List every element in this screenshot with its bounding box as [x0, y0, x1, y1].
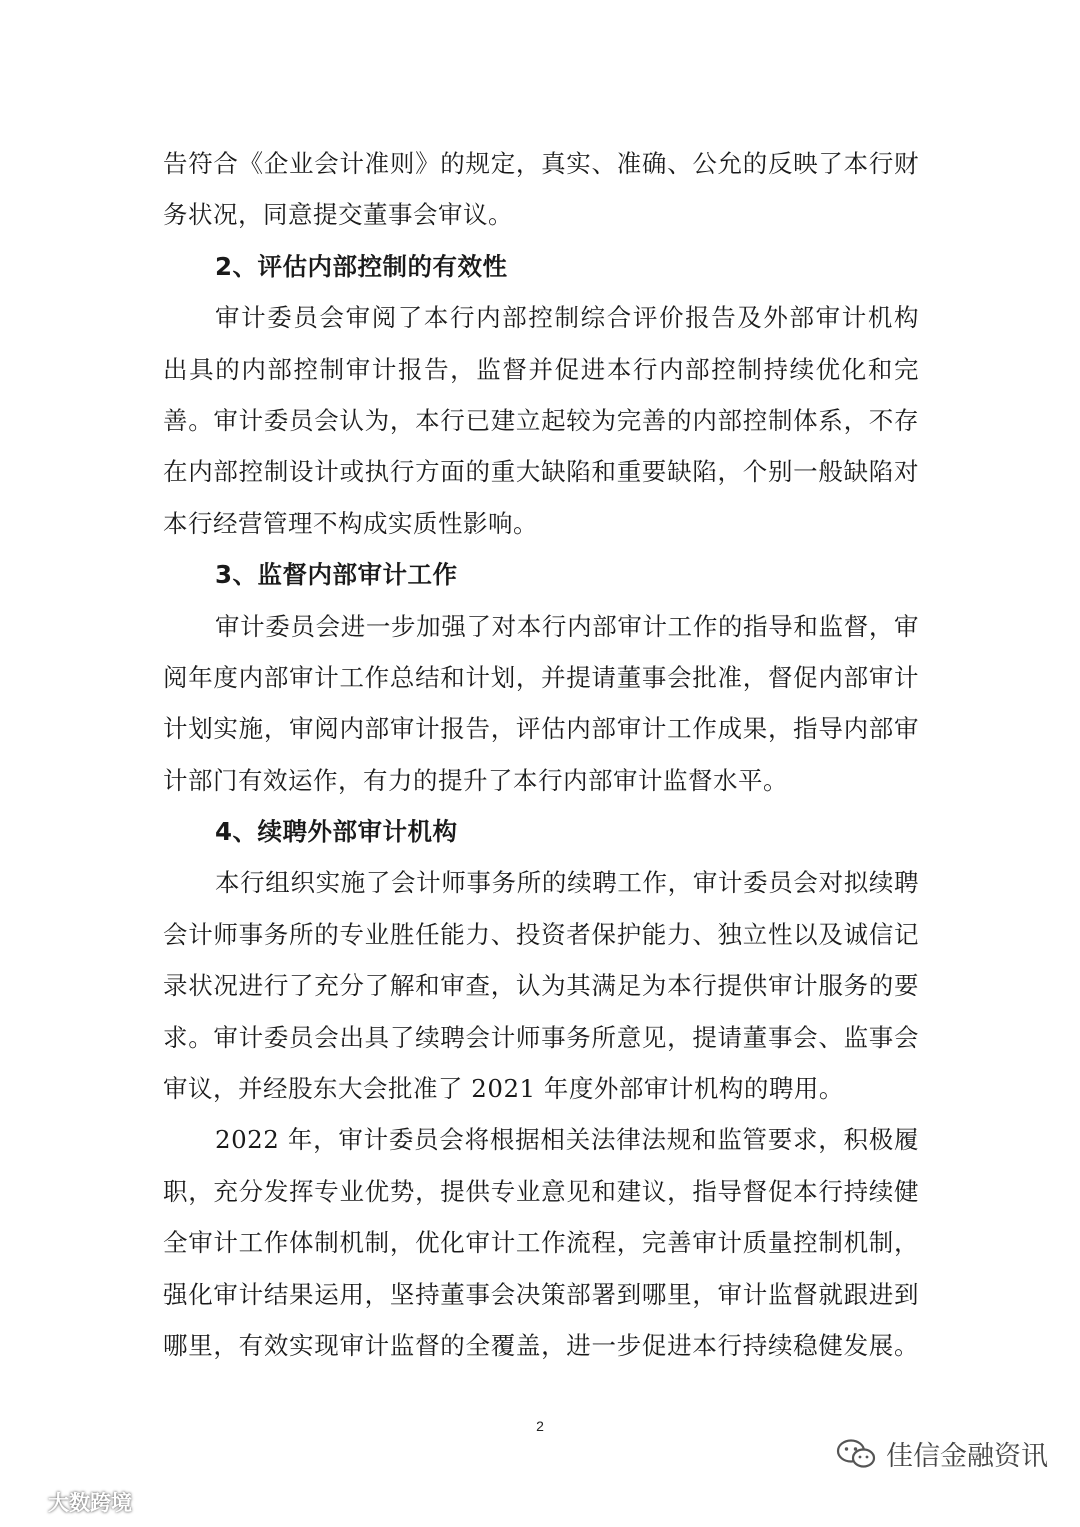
text-line: 审计委员会审阅了本行内部控制综合评价报告及外部审计机构 — [215, 303, 919, 333]
text-line: 强化审计结果运用，坚持董事会决策部署到哪里，审计监督就跟进到 — [163, 1279, 919, 1309]
text-line: 职，充分发挥专业优势，提供专业意见和建议，指导督促本行持续健 — [163, 1176, 919, 1206]
text-line: 本行经营管理不构成实质性影响。 — [163, 508, 538, 538]
document-body — [163, 138, 919, 1371]
section-heading: 4、续聘外部审计机构 — [215, 817, 458, 847]
watermark-weibo — [6, 1487, 132, 1517]
text-line: 会计师事务所的专业胜任能力、投资者保护能力、独立性以及诚信记 — [163, 919, 919, 949]
text-line: 出具的内部控制审计报告，监督并促进本行内部控制持续优化和完 — [163, 354, 919, 384]
text-line: 阅年度内部审计工作总结和计划，并提请董事会批准，督促内部审计 — [163, 662, 919, 692]
text-line: 审议，并经股东大会批准了 2021 年度外部审计机构的聘用。 — [163, 1074, 844, 1104]
page-number: 2 — [536, 1418, 544, 1434]
watermark-wechat — [836, 1434, 1048, 1473]
text-line: 计部门有效运作，有力的提升了本行内部审计监督水平。 — [163, 765, 788, 795]
watermark-right-label: 佳信金融资讯 — [886, 1441, 1048, 1472]
section-heading: 3、监督内部审计工作 — [215, 560, 458, 590]
text-line: 善。审计委员会认为，本行已建立起较为完善的内部控制体系，不存 — [163, 405, 919, 435]
text-line: 录状况进行了充分了解和审查，认为其满足为本行提供审计服务的要 — [163, 971, 919, 1001]
text-line: 求。审计委员会出具了续聘会计师事务所意见，提请董事会、监事会 — [163, 1022, 919, 1052]
text-line: 全审计工作体制机制，优化审计工作流程，完善审计质量控制机制， — [163, 1228, 919, 1258]
text-line: 2022 年，审计委员会将根据相关法律法规和监管要求，积极履 — [215, 1125, 919, 1155]
text-line: 在内部控制设计或执行方面的重大缺陷和重要缺陷，个别一般缺陷对 — [163, 457, 919, 487]
text-line: 告符合《企业会计准则》的规定，真实、准确、公允的反映了本行财 — [163, 149, 919, 178]
text-line: 务状况，同意提交董事会审议。 — [163, 200, 513, 230]
watermark-left-label: 大数跨境 — [48, 1491, 132, 1515]
text-line: 哪里，有效实现审计监督的全覆盖，进一步促进本行持续稳健发展。 — [163, 1330, 919, 1360]
wechat-icon — [836, 1438, 876, 1470]
section-heading: 2、评估内部控制的有效性 — [215, 251, 508, 281]
text-line: 计划实施，审阅内部审计报告，评估内部审计工作成果，指导内部审 — [163, 714, 919, 744]
text-line: 本行组织实施了会计师事务所的续聘工作，审计委员会对拟续聘 — [215, 868, 919, 898]
text-line: 审计委员会进一步加强了对本行内部审计工作的指导和监督，审 — [215, 611, 919, 641]
weibo-icon — [6, 1488, 44, 1516]
